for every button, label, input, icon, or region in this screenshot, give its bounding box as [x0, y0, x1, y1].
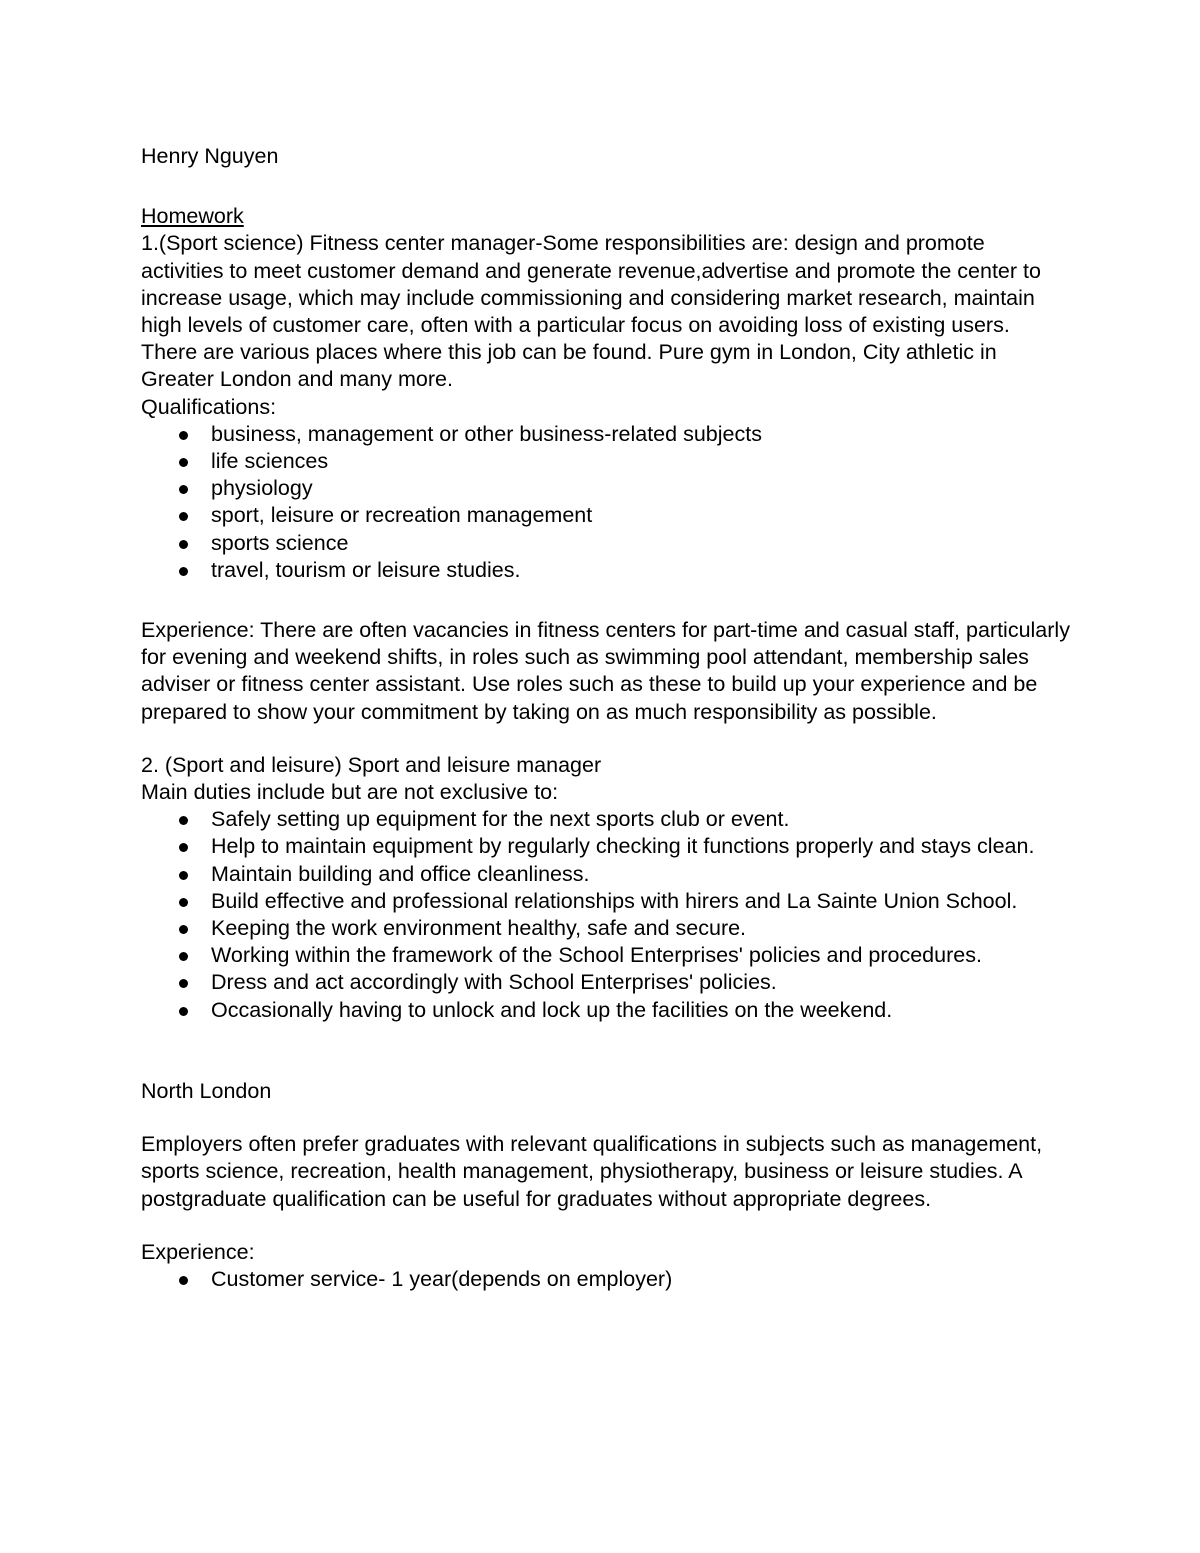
bullet-icon — [179, 979, 188, 988]
bullet-icon — [179, 1276, 188, 1285]
list-item: life sciences — [141, 448, 1071, 475]
list-item: Customer service- 1 year(depends on employer) — [141, 1266, 1071, 1293]
qualifications-list — [141, 421, 1071, 584]
experience-list — [141, 1266, 1071, 1293]
bullet-icon — [179, 431, 188, 440]
list-item: physiology — [141, 475, 1071, 502]
duties-list — [141, 806, 1071, 1024]
bullet-icon — [179, 485, 188, 494]
section2-heading: 2. (Sport and leisure) Sport and leisure manager — [141, 752, 602, 777]
experience-label: Experience: — [141, 1239, 255, 1264]
list-item: Maintain building and office cleanliness. — [141, 861, 1071, 888]
list-item: travel, tourism or leisure studies. — [141, 557, 1071, 584]
list-item: Help to maintain equipment by regularly checking it functions properly and stays clean. — [141, 833, 1071, 860]
bullet-icon — [179, 871, 188, 880]
bullet-icon — [179, 512, 188, 521]
bullet-icon — [179, 925, 188, 934]
bullet-icon — [179, 843, 188, 852]
list-item: Dress and act accordingly with School Enterprises' policies. — [141, 969, 1071, 996]
list-item: business, management or other business-related subjects — [141, 421, 1071, 448]
list-item: Build effective and professional relationships with hirers and La Sainte Union School. — [141, 888, 1071, 915]
bullet-icon — [179, 567, 188, 576]
location-text: North London — [141, 1078, 272, 1103]
section1-experience: Experience: There are often vacancies in fitness centers for part-time and casual staff, particularly for evening and weekend shifts, in roles such as swimming pool attendant, membership sales adviser or fitness center assistant. Use roles such as these to build up your experience and be prepared to show your commitment by taking on as much responsibility as possible. — [141, 618, 1070, 724]
bullet-icon — [179, 1007, 188, 1016]
list-item: Keeping the work environment healthy, safe and secure. — [141, 915, 1071, 942]
list-item: sports science — [141, 530, 1071, 557]
document-title: Homework — [141, 204, 244, 229]
bullet-icon — [179, 898, 188, 907]
bullet-icon — [179, 540, 188, 549]
bullet-icon — [179, 952, 188, 961]
list-item: Occasionally having to unlock and lock up the facilities on the weekend. — [141, 997, 1071, 1024]
section1-paragraph: 1.(Sport science) Fitness center manager-Some responsibilities are: design and promote activities to meet customer demand and generate revenue,advertise and promote the center to increase usage, which may include commissioning and considering market research, maintain high levels of customer care, often with a particular focus on avoiding loss of existing users. There are various places where this job can be found. Pure gym in London, City athletic in Greater London and many more. — [141, 231, 1041, 392]
list-item: Working within the framework of the School Enterprises' policies and procedures. — [141, 942, 1071, 969]
document-page — [141, 143, 1071, 1293]
list-item: sport, leisure or recreation management — [141, 502, 1071, 529]
employers-paragraph: Employers often prefer graduates with relevant qualifications in subjects such as management, sports science, recreation, health management, physiotherapy, business or leisure studies. A postgraduate qualification can be useful for graduates without appropriate degrees. — [141, 1132, 1043, 1211]
bullet-icon — [179, 458, 188, 467]
duties-label: Main duties include but are not exclusive to: — [141, 780, 559, 805]
author-name: Henry Nguyen — [141, 144, 279, 168]
bullet-icon — [179, 816, 188, 825]
list-item: Safely setting up equipment for the next sports club or event. — [141, 806, 1071, 833]
qualifications-label: Qualifications: — [141, 394, 277, 419]
